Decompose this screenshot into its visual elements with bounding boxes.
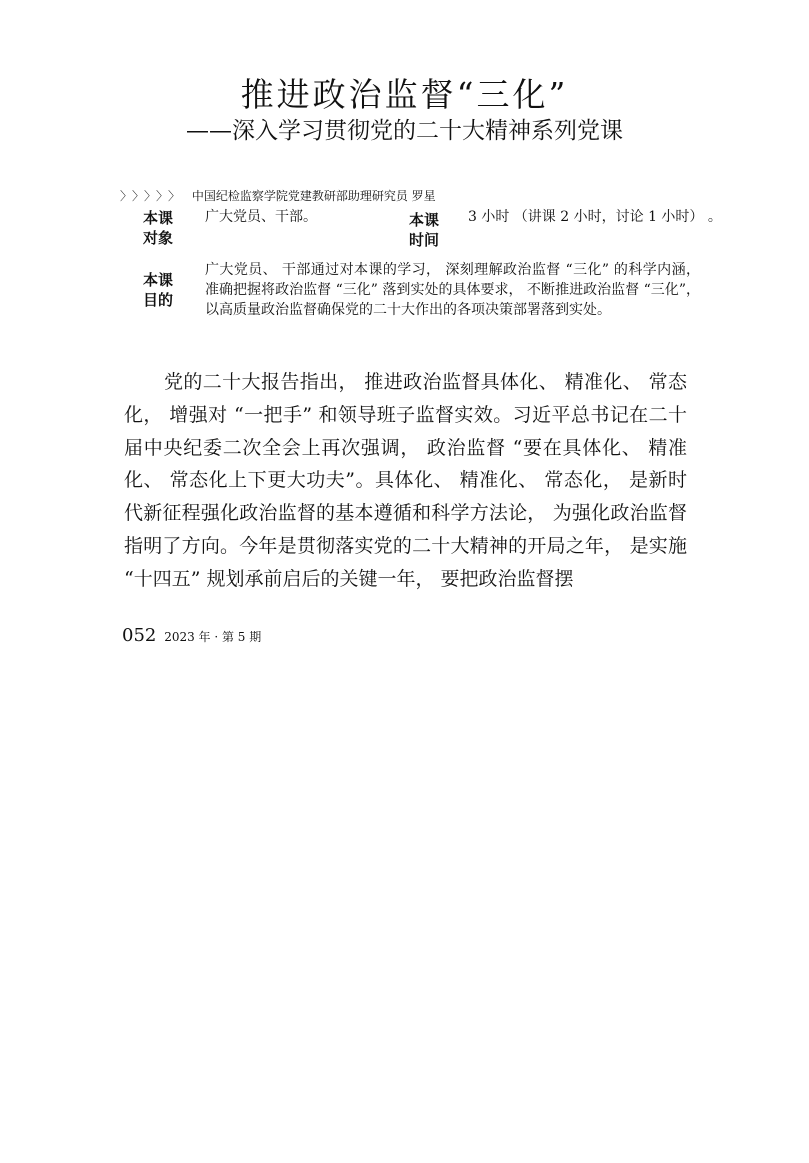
page-footer (122, 625, 261, 646)
body-paragraph: 党的二十大报告指出， 推进政治监督具体化、 精准化、 常态化， 增强对 “一把手” 和领导班子监督实效。习近平总书记在二十届中央纪委二次全会上再次强调， 政治监督 “要在具体化、 精准化、 常态化上下更大功夫”。具体化、 精准化、 常态化， 是新时代新征程强化政治监督的基本遵循和科学方法论， 为强化政治监督指明了方向。今年是贯彻落实党的二十大精神的开局之年， 是实施 “十四五” 规划承前启后的关键一年， 要把政治监督摆 (124, 371, 687, 590)
byline (120, 188, 436, 204)
page-title: 推进政治监督“三化” (240, 75, 569, 114)
audience-value: 广大党员、干部。 (205, 209, 317, 225)
byline-author: 中国纪检监察学院党建教研部助理研究员 罗星 (191, 189, 436, 203)
audience-label: 本课对象 (142, 209, 173, 247)
byline-arrows: 〉〉〉〉〉 (120, 189, 187, 203)
page-subtitle: ——深入学习贯彻党的二十大精神系列党课 (186, 118, 623, 144)
goal-value: 广大党员、 干部通过对本课的学习， 深刻理解政治监督 “三化” 的科学内涵， 准确把握将政治监督 “三化” 落到实处的具体要求， 不断推进政治监督 “三化”， 以高质量政治监督确保党的二十大作出的各项决策部署落到实处。 (205, 262, 700, 318)
issue-info: 2023 年 · 第 5 期 (164, 630, 262, 644)
time-value: 3 小时 （讲课 2 小时，讨论 1 小时） 。 (468, 209, 722, 225)
time-label: 本课时间 (408, 211, 439, 249)
goal-label: 本课目的 (142, 271, 173, 309)
page-number: 052 (122, 625, 157, 646)
